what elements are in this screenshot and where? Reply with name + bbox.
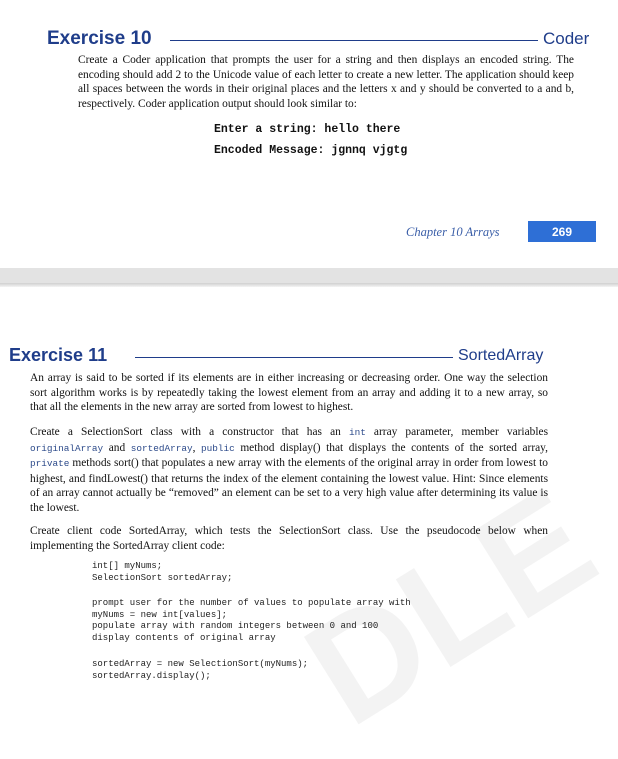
p2-text-1: Create a SelectionSort class with a constructor that has an [30,426,349,438]
code-int: int [348,427,366,438]
exercise-11-paragraph-2 [30,425,548,516]
footer-chapter-title: Chapter 10 Arrays [406,225,500,239]
code-sorted-array: sortedArray [130,442,193,454]
p2-text-4: , [192,441,201,454]
pseudocode-declarations: int[] myNums; SelectionSort sortedArray; [92,561,233,583]
page-separator-shadow [0,283,618,287]
exercise-11-paragraph-1: An array is said to be sorted if its elements are in either increasing or decreasing order. One way the selection sort algorithm works is by repeatedly taking the lowest element from an array and adding it to a new array, so that all the elements in the new array are sorted from lowest to highest. [30,372,548,414]
pseudocode-sort-display: sortedArray = new SelectionSort(myNums); sortedArray.display(); [92,659,309,681]
page-number-badge: 269 [528,221,596,242]
exercise-10-label: Exercise 10 [47,28,152,49]
code-public: public [201,442,235,454]
sample-output-line-2: Encoded Message: jgnnq vjgtg [214,144,408,157]
exercise-10-description: Create a Coder application that prompts the user for a string and then displays an encoded string. The encoding should add 2 to the Unicode value of each letter to create a new letter. The application should keep all spaces between the words in their original places and the letters x and y should be converted to a and b, respectively. Coder application output should look similar to: [78,54,574,110]
code-private: private [30,458,70,470]
exercise-11-label: Exercise 11 [9,345,108,365]
exercise-11-rule [135,357,453,358]
exercise-10-rule [170,40,538,41]
code-original-array: originalArray [30,442,104,454]
p2-text-5: method display() that displays the contents of the sorted array, [234,441,548,454]
p2-text-3: and [103,441,131,454]
p2-text-6: methods sort() that populates a new array with the elements of the original array in order from lowest to highest, and findLowest() that returns the index of the element containing the lowest value. Hint: Since elements of an array cannot actually be “removed” an element can be set to a very high value after determining its value is the lowest. [30,457,548,514]
exercise-11-name: SortedArray [458,347,544,364]
exercise-11-paragraph-3: Create client code SortedArray, which tests the SelectionSort class. Use the pseudocode below when implementing the SortedArray client code: [30,525,548,552]
page-separator [0,268,618,283]
sample-output-line-1: Enter a string: hello there [214,123,401,136]
exercise-10-name: Coder [543,29,590,48]
pseudocode-populate: prompt user for the number of values to populate array with myNums = new int[values]; populate array with random integers between 0 and 100 display contents of original array [92,598,411,643]
p2-text-2: array parameter, member variables [365,426,549,438]
